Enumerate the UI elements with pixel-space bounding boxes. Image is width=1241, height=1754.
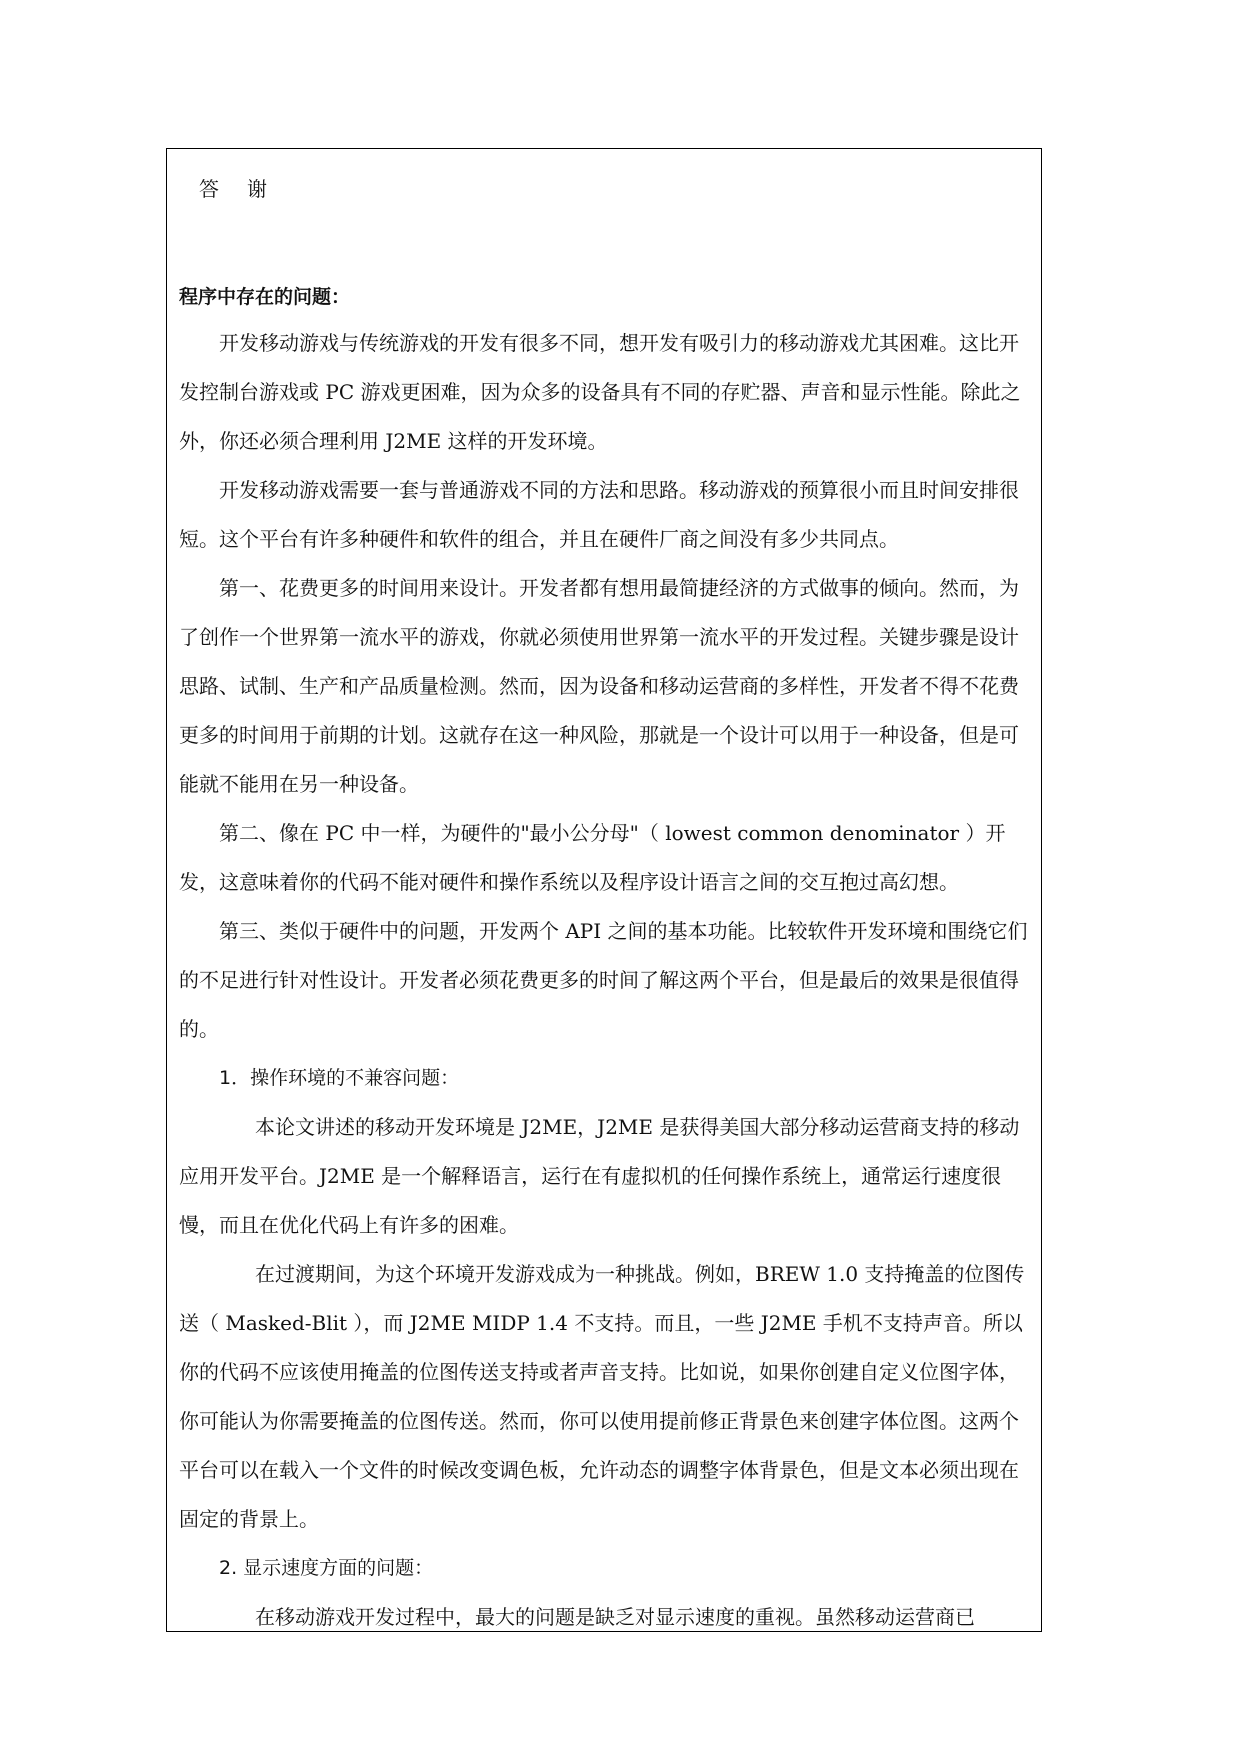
- section-title: 答谢: [199, 177, 295, 201]
- paragraph: 第三、类似于硬件中的问题，开发两个 API 之间的基本功能。比较软件开发环境和围绕它们的不足进行针对性设计。开发者必须花费更多的时间了解这两个平台，但是最后的效果是很值得的。: [179, 919, 1028, 1041]
- paragraph: 第一、花费更多的时间用来设计。开发者都有想用最简捷经济的方式做事的倾向。然而，为了创作一个世界第一流水平的游戏，你就必须使用世界第一流水平的开发过程。关键步骤是设计思路、试制、生产和产品质量检测。然而，因为设备和移动运营商的多样性，开发者不得不花费更多的时间用于前期的计划。这就存在这一种风险，那就是一个设计可以用于一种设备，但是可能就不能用在另一种设备。: [179, 576, 1019, 796]
- subsection-heading: 2. 显示速度方面的问题：: [219, 1557, 434, 1579]
- paragraph: 第二、像在 PC 中一样，为硬件的"最小公分母"（ lowest common denominator ）开发，这意味着你的代码不能对硬件和操作系统以及程序设计语言之间的交互抱过高幻想。: [179, 821, 1006, 894]
- document-frame: [166, 148, 1042, 1632]
- paragraph: 开发移动游戏与传统游戏的开发有很多不同，想开发有吸引力的移动游戏尤其困难。这比开发控制台游戏或 PC 游戏更困难，因为众多的设备具有不同的存贮器、声音和显示性能。除此之外，你还必须合理利用 J2ME 这样的开发环境。: [179, 331, 1021, 453]
- paragraph: 本论文讲述的移动开发环境是 J2ME，J2ME 是获得美国大部分移动运营商支持的移动应用开发平台。J2ME 是一个解释语言，运行在有虚拟机的任何操作系统上，通常运行速度很慢，而且在优化代码上有许多的困难。: [179, 1115, 1020, 1237]
- subsection-heading: 1．操作环境的不兼容问题：: [219, 1067, 460, 1089]
- paragraph: 在移动游戏开发过程中，最大的问题是缺乏对显示速度的重视。虽然移动运营商已: [255, 1605, 975, 1629]
- paragraph: 在过渡期间，为这个环境开发游戏成为一种挑战。例如，BREW 1.0 支持掩盖的位图传送（ Masked-Blit ），而 J2ME MIDP 1.4 不支持。而且，一些 J2ME 手机不支持声音。所以你的代码不应该使用掩盖的位图传送支持或者声音支持。比如说，如果你创建自定义位图字体，你可能认为你需要掩盖的位图传送。然而，你可以使用提前修正背景色来创建字体位图。这两个平台可以在载入一个文件的时候改变调色板，允许动态的调整字体背景色，但是文本必须出现在固定的背景上。: [179, 1262, 1025, 1531]
- paragraph: 开发移动游戏需要一套与普通游戏不同的方法和思路。移动游戏的预算很小而且时间安排很短。这个平台有许多种硬件和软件的组合，并且在硬件厂商之间没有多少共同点。: [179, 478, 1019, 551]
- section-heading: 程序中存在的问题：: [179, 286, 351, 308]
- document-body: [179, 275, 1029, 1632]
